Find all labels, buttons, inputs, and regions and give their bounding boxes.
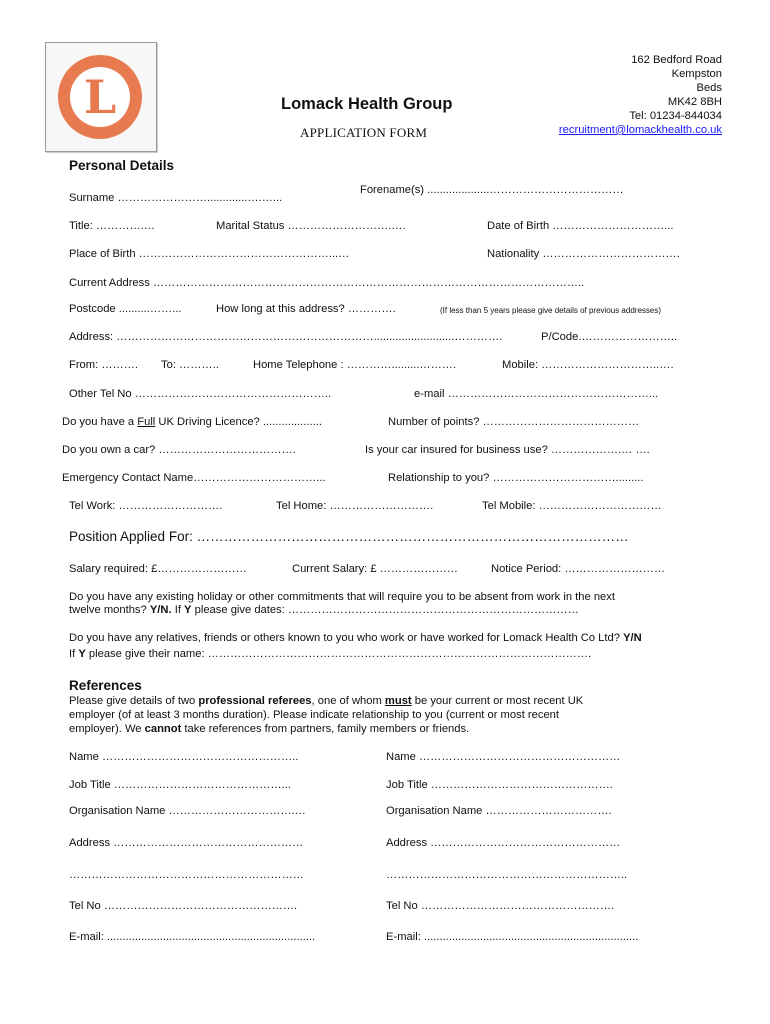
intro-must: must: [384, 695, 412, 707]
holiday-text: If: [171, 604, 185, 616]
references-heading: References: [69, 678, 142, 693]
address-line: Beds: [696, 82, 722, 94]
intro-bold: professional referees: [198, 695, 312, 707]
referee1-org-field[interactable]: Organisation Name …………………………….…: [69, 805, 306, 817]
intro-text: , one of whom: [311, 695, 385, 707]
referee2-name-field[interactable]: Name ………………………………………………: [386, 751, 621, 763]
mobile-field[interactable]: Mobile: …………………………..….: [502, 359, 674, 371]
postcode-field[interactable]: Postcode ..........……...: [69, 303, 182, 315]
relatives-yn: Y/N: [623, 632, 642, 644]
personal-details-heading: Personal Details: [69, 158, 175, 173]
position-applied-field[interactable]: Position Applied For: ……………………………………………………………………………………: [69, 529, 629, 544]
to-date-field[interactable]: To: ………..: [161, 359, 219, 371]
tel-work-field[interactable]: Tel Work: ……………………….: [69, 500, 223, 512]
from-date-field[interactable]: From: ……….: [69, 359, 138, 371]
relatives-y: Y: [78, 648, 86, 660]
logo-circle: [58, 55, 142, 139]
relatives-question-line1: [69, 632, 642, 644]
notice-period-field[interactable]: Notice Period: ………………………: [491, 563, 666, 575]
licence-label-b: UK Driving Licence? ...................: [155, 416, 322, 428]
company-address: [559, 53, 722, 137]
address-line: Kempston: [671, 68, 722, 80]
referee1-name-field[interactable]: Name ……………………………………………..: [69, 751, 299, 763]
current-salary-field[interactable]: Current Salary: £ …………………: [292, 563, 458, 575]
holiday-question-line1: Do you have any existing holiday or other commitments that will require you to be absent from work in the next: [69, 591, 615, 603]
recruitment-email-link[interactable]: recruitment@lomackhealth.co.uk: [558, 124, 722, 136]
nationality-field[interactable]: Nationality ……………………………….: [487, 248, 680, 260]
licence-label-a: Do you have a: [62, 416, 138, 428]
referee2-tel-field[interactable]: Tel No …………………………………………….: [386, 900, 615, 912]
referee2-org-field[interactable]: Organisation Name …………………………….: [386, 805, 612, 817]
referee2-email-field[interactable]: E-mail: .....................................................................: [386, 931, 639, 943]
previous-address-field[interactable]: Address: ……………………………………………………………..........................………….: [69, 331, 503, 343]
logo-letter: L: [70, 67, 130, 127]
tel-home-field[interactable]: Tel Home: ……………………….: [276, 500, 434, 512]
relatives-names: please give their name: ………………………………………………………………………………………….: [85, 648, 592, 660]
relatives-text: If: [69, 648, 79, 660]
intro-text: be your current or most recent UK: [411, 695, 584, 707]
address-line: 162 Bedford Road: [631, 54, 722, 66]
referee2-address2-field[interactable]: ………………………………………………………..: [386, 869, 628, 881]
marital-status-field[interactable]: Marital Status ……………………….….: [216, 220, 406, 232]
email-field[interactable]: e-mail ………………………………………………...: [414, 388, 659, 400]
own-car-field[interactable]: Do you own a car? ……………………………….: [62, 444, 296, 456]
date-of-birth-field[interactable]: Date of Birth …………………………...: [487, 220, 674, 232]
relationship-field[interactable]: Relationship to you? …………………………….........: [388, 472, 644, 484]
holiday-yn: Y/N.: [149, 604, 172, 616]
emergency-contact-field[interactable]: Emergency Contact Name……………………………...: [62, 472, 326, 484]
intro-text: employer). We: [69, 723, 145, 735]
references-intro-line3: [69, 723, 469, 735]
referee2-address-field[interactable]: Address ……………………………………………: [386, 837, 621, 849]
driving-licence-field[interactable]: [62, 416, 322, 428]
holiday-dates: please give dates: ……………………………………………………………………: [191, 604, 579, 616]
referee2-job-field[interactable]: Job Title ………………………………………….: [386, 779, 613, 791]
points-field[interactable]: Number of points? ……………………………………: [388, 416, 640, 428]
tel-mobile-field[interactable]: Tel Mobile: ……………………………: [482, 500, 662, 512]
referee1-address-field[interactable]: Address ……………………………………………: [69, 837, 304, 849]
relatives-text: Do you have any relatives, friends or others known to you who work or have worked for Lomack Health Co Ltd?: [69, 632, 624, 644]
company-logo: [45, 42, 157, 152]
place-of-birth-field[interactable]: Place of Birth ……………………………………………...…: [69, 248, 350, 260]
car-insured-field[interactable]: Is your car insured for business use? ……………….… ….: [365, 444, 650, 456]
intro-text: Please give details of two: [69, 695, 199, 707]
other-tel-field[interactable]: Other Tel No ……………………………………………..: [69, 388, 332, 400]
form-title: APPLICATION FORM: [300, 125, 428, 140]
holiday-text: twelve months?: [69, 604, 150, 616]
referee1-address2-field[interactable]: ………………………………………………………: [69, 869, 304, 881]
referee1-tel-field[interactable]: Tel No …………………………………………….: [69, 900, 298, 912]
address-line: Tel: 01234-844034: [629, 110, 722, 122]
references-intro-line1: [69, 695, 583, 707]
company-name: Lomack Health Group: [281, 95, 453, 113]
forenames-field[interactable]: Forename(s) ....................………………………………: [360, 184, 624, 196]
home-telephone-field[interactable]: Home Telephone : ………….........……….: [253, 359, 457, 371]
salary-required-field[interactable]: Salary required: £……………………: [69, 563, 247, 575]
licence-label-full: Full: [137, 416, 156, 428]
intro-text: take references from partners, family members or friends.: [181, 723, 470, 735]
surname-field[interactable]: Surname …………………….............….…...: [69, 192, 283, 204]
referee1-job-field[interactable]: Job Title ………………………………………...: [69, 779, 291, 791]
referee1-email-field[interactable]: E-mail: ...................................................................: [69, 931, 316, 943]
intro-cannot: cannot: [144, 723, 182, 735]
title-field[interactable]: Title: ………….…: [69, 220, 155, 232]
holiday-question-line2[interactable]: [69, 604, 579, 616]
how-long-field[interactable]: How long at this address? ………….: [216, 303, 396, 315]
address-line: MK42 8BH: [667, 96, 722, 108]
references-intro-line2: employer (of at least 3 months duration). Please indicate relationship to you (current or most recent: [69, 709, 560, 721]
current-address-field[interactable]: Current Address ……………………………………………………………………………………………………..: [69, 277, 585, 289]
relatives-question-line2[interactable]: [69, 648, 591, 660]
previous-postcode-field[interactable]: P/Code.……………………..: [541, 331, 678, 343]
holiday-y: Y: [184, 604, 192, 616]
previous-address-note: (If less than 5 years please give details of previous addresses): [440, 306, 662, 315]
